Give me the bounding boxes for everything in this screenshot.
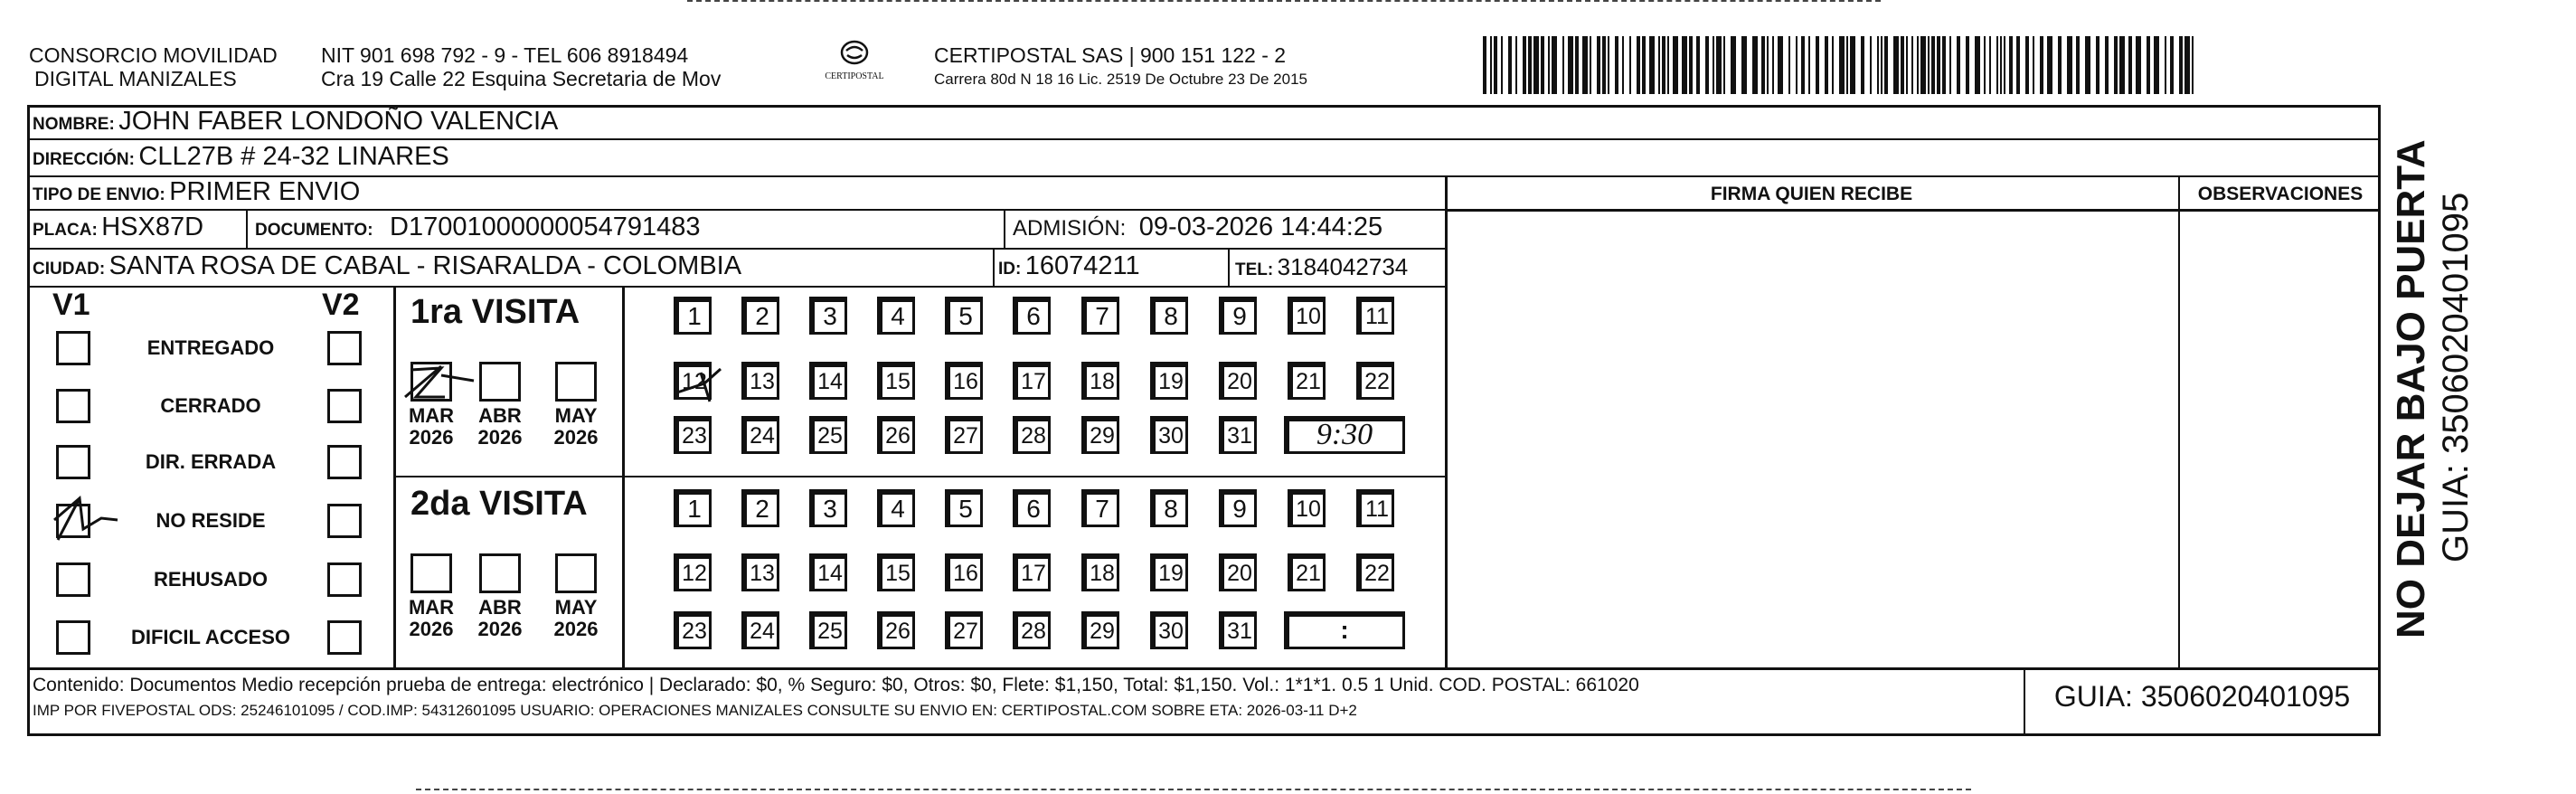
- day-number: 14: [817, 561, 843, 586]
- day-number: 7: [1095, 302, 1109, 330]
- day-box[interactable]: [809, 297, 847, 335]
- month-checkbox[interactable]: [479, 362, 521, 402]
- company-line-1: CONSORCIO MOVILIDAD: [29, 43, 278, 67]
- tipo-value: PRIMER ENVIO: [169, 177, 361, 206]
- admision-row: [1013, 213, 1382, 242]
- day-number: 11: [1365, 496, 1389, 522]
- day-number: 29: [1090, 619, 1115, 644]
- firma-header: FIRMA QUIEN RECIBE: [1710, 184, 1913, 204]
- day-number: 12: [682, 561, 707, 586]
- month-name: MAY: [554, 404, 598, 427]
- day-box[interactable]: [1288, 553, 1326, 591]
- first-visit-title: 1ra VISITA: [410, 293, 580, 331]
- day-number: 28: [1021, 619, 1046, 644]
- day-box[interactable]: [945, 553, 983, 591]
- month-label: [468, 405, 532, 449]
- cut-line: [416, 789, 1971, 790]
- day-box[interactable]: [1013, 553, 1051, 591]
- day-box[interactable]: [1356, 362, 1394, 400]
- v1-checkbox[interactable]: [56, 620, 90, 655]
- day-number: 25: [817, 423, 843, 449]
- status-option-label: ENTREGADO: [146, 336, 275, 359]
- first-visit-time-value: 9:30: [1316, 418, 1373, 451]
- v2-label: V2: [322, 288, 360, 322]
- day-box[interactable]: [1150, 362, 1188, 400]
- status-option-label: NO RESIDE: [156, 509, 266, 532]
- day-number: 29: [1090, 423, 1115, 449]
- day-number: 20: [1227, 561, 1252, 586]
- day-number: 18: [1090, 561, 1115, 586]
- month-year: 2026: [477, 426, 523, 449]
- day-box[interactable]: [1150, 611, 1188, 649]
- month-label: [400, 597, 463, 640]
- day-number: 19: [1158, 369, 1184, 394]
- day-box[interactable]: [1219, 362, 1257, 400]
- day-box[interactable]: [809, 553, 847, 591]
- day-box[interactable]: [674, 297, 712, 335]
- day-number: 10: [1296, 304, 1321, 329]
- v2-checkbox[interactable]: [327, 331, 362, 365]
- day-box[interactable]: [741, 362, 779, 400]
- day-box[interactable]: [1013, 611, 1051, 649]
- certipostal-logo: [814, 40, 895, 81]
- v2-checkbox[interactable]: [327, 445, 362, 479]
- day-box[interactable]: [809, 416, 847, 454]
- company-name: [29, 43, 278, 90]
- day-box[interactable]: [1013, 297, 1051, 335]
- day-box[interactable]: [1081, 611, 1119, 649]
- day-number: 24: [750, 423, 775, 449]
- month-year: 2026: [553, 426, 599, 449]
- id-label: ID:: [998, 260, 1022, 279]
- day-number: 9: [1232, 302, 1247, 330]
- month-year: 2026: [409, 426, 454, 449]
- month-label: [468, 597, 532, 640]
- status-option-label: DIFICIL ACCESO: [130, 626, 290, 648]
- nombre-row: [33, 107, 558, 137]
- day-box[interactable]: [1219, 297, 1257, 335]
- day-number: 15: [885, 561, 911, 586]
- ciudad-row: [33, 251, 741, 281]
- v1-label: V1: [52, 288, 90, 322]
- day-box[interactable]: [945, 297, 983, 335]
- day-box[interactable]: [1288, 297, 1326, 335]
- carrier-info: [934, 43, 1307, 89]
- logo-icon: [838, 40, 871, 67]
- day-number: 13: [750, 561, 775, 586]
- day-number: 3: [823, 302, 837, 330]
- day-number: 28: [1021, 423, 1046, 449]
- second-visit-time-value: :: [1340, 616, 1349, 644]
- company-contact: [321, 43, 721, 90]
- day-box[interactable]: [1150, 553, 1188, 591]
- day-number: 12: [682, 369, 707, 394]
- day-number: 7: [1095, 495, 1109, 523]
- month-label: [400, 405, 463, 449]
- day-number: 27: [953, 619, 978, 644]
- day-number: 22: [1364, 561, 1390, 586]
- day-number: 1: [687, 302, 702, 330]
- v1-checkmark: [47, 493, 119, 547]
- day-number: 25: [817, 619, 843, 644]
- day-box[interactable]: [945, 611, 983, 649]
- carrier-address: Carrera 80d N 18 16 Lic. 2519 De Octubre 23 De 2015: [934, 71, 1307, 88]
- day-number: 18: [1090, 369, 1115, 394]
- day-box[interactable]: [1081, 553, 1119, 591]
- day-number: 31: [1227, 423, 1252, 449]
- day-box[interactable]: [1081, 297, 1119, 335]
- day-number: 4: [891, 302, 905, 330]
- day-box[interactable]: [945, 416, 983, 454]
- v1-checkbox[interactable]: [56, 562, 90, 597]
- day-number: 6: [1026, 495, 1041, 523]
- status-option-label: REHUSADO: [154, 568, 268, 591]
- day-box[interactable]: [674, 553, 712, 591]
- status-option-label: DIR. ERRADA: [145, 450, 277, 473]
- day-box[interactable]: [1150, 489, 1188, 527]
- month-checkbox[interactable]: [479, 553, 521, 593]
- month-label: [544, 405, 608, 449]
- day-number: 1: [687, 495, 702, 523]
- day-number: 3: [823, 495, 837, 523]
- logo-text: CERTIPOSTAL: [825, 71, 884, 81]
- day-box[interactable]: [674, 416, 712, 454]
- day-number: 23: [682, 619, 707, 644]
- month-year: 2026: [409, 618, 454, 640]
- day-number: 22: [1364, 369, 1390, 394]
- day-box[interactable]: [877, 416, 915, 454]
- no-dejar-bajo-puerta: NO DEJAR BAJO PUERTA: [2389, 139, 2433, 638]
- day-number: 30: [1158, 423, 1184, 449]
- company-line-2: DIGITAL MANIZALES: [34, 67, 237, 90]
- day-number: 2: [755, 302, 769, 330]
- documento-value: D17001000000054791483: [390, 213, 701, 241]
- day-box[interactable]: [809, 362, 847, 400]
- day-number: 5: [958, 495, 973, 523]
- day-number: 26: [885, 423, 911, 449]
- day-number: 20: [1227, 369, 1252, 394]
- day-number: 8: [1164, 495, 1178, 523]
- day-number: 27: [953, 423, 978, 449]
- barcode: [1483, 36, 2202, 94]
- day-box[interactable]: [877, 611, 915, 649]
- day-box[interactable]: [1219, 416, 1257, 454]
- observaciones-header: OBSERVACIONES: [2197, 184, 2364, 204]
- side-guia: GUIA: 3506020401095: [2436, 192, 2476, 562]
- id-row: [998, 251, 1140, 281]
- admision-label: ADMISIÓN:: [1013, 216, 1127, 241]
- footer-guia: GUIA: 3506020401095: [2053, 680, 2351, 713]
- day-box[interactable]: [1013, 489, 1051, 527]
- day-box[interactable]: [1219, 489, 1257, 527]
- address-line: Cra 19 Calle 22 Esquina Secretaria de Mov: [321, 67, 722, 90]
- tel-value: 3184042734: [1277, 253, 1409, 280]
- month-label: [544, 597, 608, 640]
- day-number: 10: [1296, 496, 1321, 522]
- day-box[interactable]: [1081, 416, 1119, 454]
- day-box[interactable]: [877, 362, 915, 400]
- tipo-row: [33, 177, 360, 207]
- day-number: 30: [1158, 619, 1184, 644]
- day-number: 5: [958, 302, 973, 330]
- month-checkbox[interactable]: [555, 362, 597, 402]
- day-box[interactable]: [1013, 416, 1051, 454]
- v2-checkbox[interactable]: [327, 389, 362, 423]
- documento-label: DOCUMENTO:: [255, 221, 373, 240]
- tel-row: [1235, 253, 1408, 281]
- day-box[interactable]: [674, 489, 712, 527]
- day-box[interactable]: [674, 611, 712, 649]
- day-box[interactable]: [809, 489, 847, 527]
- day-box[interactable]: [741, 553, 779, 591]
- day-box[interactable]: [1356, 297, 1394, 335]
- day-box[interactable]: [1288, 489, 1326, 527]
- day-box[interactable]: [1219, 611, 1257, 649]
- status-option-label: CERRADO: [160, 394, 261, 417]
- tel-label: TEL:: [1235, 260, 1274, 279]
- day-box[interactable]: [877, 553, 915, 591]
- day-box[interactable]: [1150, 416, 1188, 454]
- day-number: 9: [1232, 495, 1247, 523]
- footer-imp: IMP POR FIVEPOSTAL ODS: 25246101095 / COD.IMP: 54312601095 USUARIO: OPERACIONES MANIZALES CONSULTE SU ENVIO EN: CERTIPOSTAL.COM SOBRE ETA: 2026-03-11 D+2: [33, 702, 1357, 719]
- direccion-row: [33, 142, 449, 172]
- day-number: 2: [755, 495, 769, 523]
- second-visit-title: 2da VISITA: [410, 485, 588, 523]
- placa-label: PLACA:: [33, 221, 98, 240]
- day-box[interactable]: [1219, 553, 1257, 591]
- ciudad-value: SANTA ROSA DE CABAL - RISARALDA - COLOMBIA: [109, 251, 742, 280]
- nombre-label: NOMBRE:: [33, 115, 115, 134]
- month-name: MAR: [408, 404, 455, 427]
- admision-value: 09-03-2026 14:44:25: [1138, 213, 1383, 241]
- day-number: 16: [953, 561, 978, 586]
- day-box[interactable]: [945, 362, 983, 400]
- v2-checkbox[interactable]: [327, 504, 362, 538]
- month-name: MAR: [408, 596, 455, 619]
- second-visit-time: [1284, 611, 1405, 649]
- nit-line: NIT 901 698 792 - 9 - TEL 606 8918494: [321, 43, 689, 67]
- day-number: 19: [1158, 561, 1184, 586]
- day-box[interactable]: [877, 489, 915, 527]
- v2-checkbox[interactable]: [327, 620, 362, 655]
- id-value: 16074211: [1024, 251, 1140, 280]
- day-box[interactable]: [1150, 297, 1188, 335]
- month-name: ABR: [478, 596, 522, 619]
- day-box[interactable]: [741, 611, 779, 649]
- day-number: 13: [750, 369, 775, 394]
- day-number: 17: [1021, 369, 1046, 394]
- top-cut-line: [687, 0, 1881, 2]
- day-box[interactable]: [741, 297, 779, 335]
- day-box[interactable]: [1356, 489, 1394, 527]
- day-box[interactable]: [741, 416, 779, 454]
- day-box[interactable]: [741, 489, 779, 527]
- v1-checkbox[interactable]: [56, 331, 90, 365]
- month-year: 2026: [553, 618, 599, 640]
- month-checkmark: [398, 357, 479, 411]
- day-box[interactable]: [877, 297, 915, 335]
- tipo-label: TIPO DE ENVIO:: [33, 185, 165, 204]
- day-checkmark: [674, 362, 728, 407]
- footer-contenido: Contenido: Documentos Medio recepción prueba de entrega: electrónico | Declarado: $0, % Seguro: $0, Otros: $0, Flete: $1,150, Total: $1,150. Vol.: 1*1*1. 0.5 1 Unid. COD. POSTAL: 661020: [33, 675, 1639, 695]
- day-number: 17: [1021, 561, 1046, 586]
- day-box[interactable]: [1356, 553, 1394, 591]
- day-number: 21: [1296, 561, 1321, 586]
- month-name: MAY: [554, 596, 598, 619]
- day-number: 8: [1164, 302, 1178, 330]
- placa-row: [33, 213, 203, 242]
- day-number: 26: [885, 619, 911, 644]
- ciudad-label: CIUDAD:: [33, 260, 106, 279]
- v1-checkbox[interactable]: [56, 389, 90, 423]
- day-number: 11: [1365, 304, 1389, 329]
- day-box[interactable]: [1081, 489, 1119, 527]
- placa-value: HSX87D: [101, 213, 204, 241]
- day-number: 16: [953, 369, 978, 394]
- day-number: 24: [750, 619, 775, 644]
- day-number: 6: [1026, 302, 1041, 330]
- day-box[interactable]: [1013, 362, 1051, 400]
- day-number: 21: [1296, 369, 1321, 394]
- day-box[interactable]: [809, 611, 847, 649]
- nombre-value: JOHN FABER LONDOÑO VALENCIA: [118, 107, 559, 136]
- day-box[interactable]: [1288, 362, 1326, 400]
- day-number: 23: [682, 423, 707, 449]
- month-checkbox[interactable]: [555, 553, 597, 593]
- first-visit-time: [1284, 416, 1405, 454]
- day-number: 15: [885, 369, 911, 394]
- day-number: 31: [1227, 619, 1252, 644]
- month-name: ABR: [478, 404, 522, 427]
- day-number: 14: [817, 369, 843, 394]
- v1-checkbox[interactable]: [56, 445, 90, 479]
- month-year: 2026: [477, 618, 523, 640]
- v2-checkbox[interactable]: [327, 562, 362, 597]
- day-box[interactable]: [945, 489, 983, 527]
- day-box[interactable]: [1081, 362, 1119, 400]
- day-number: 4: [891, 495, 905, 523]
- carrier-line: CERTIPOSTAL SAS | 900 151 122 - 2: [934, 43, 1287, 67]
- direccion-value: CLL27B # 24-32 LINARES: [138, 142, 449, 171]
- documento-row: [255, 213, 701, 242]
- direccion-label: DIRECCIÓN:: [33, 150, 135, 169]
- month-checkbox[interactable]: [410, 553, 452, 593]
